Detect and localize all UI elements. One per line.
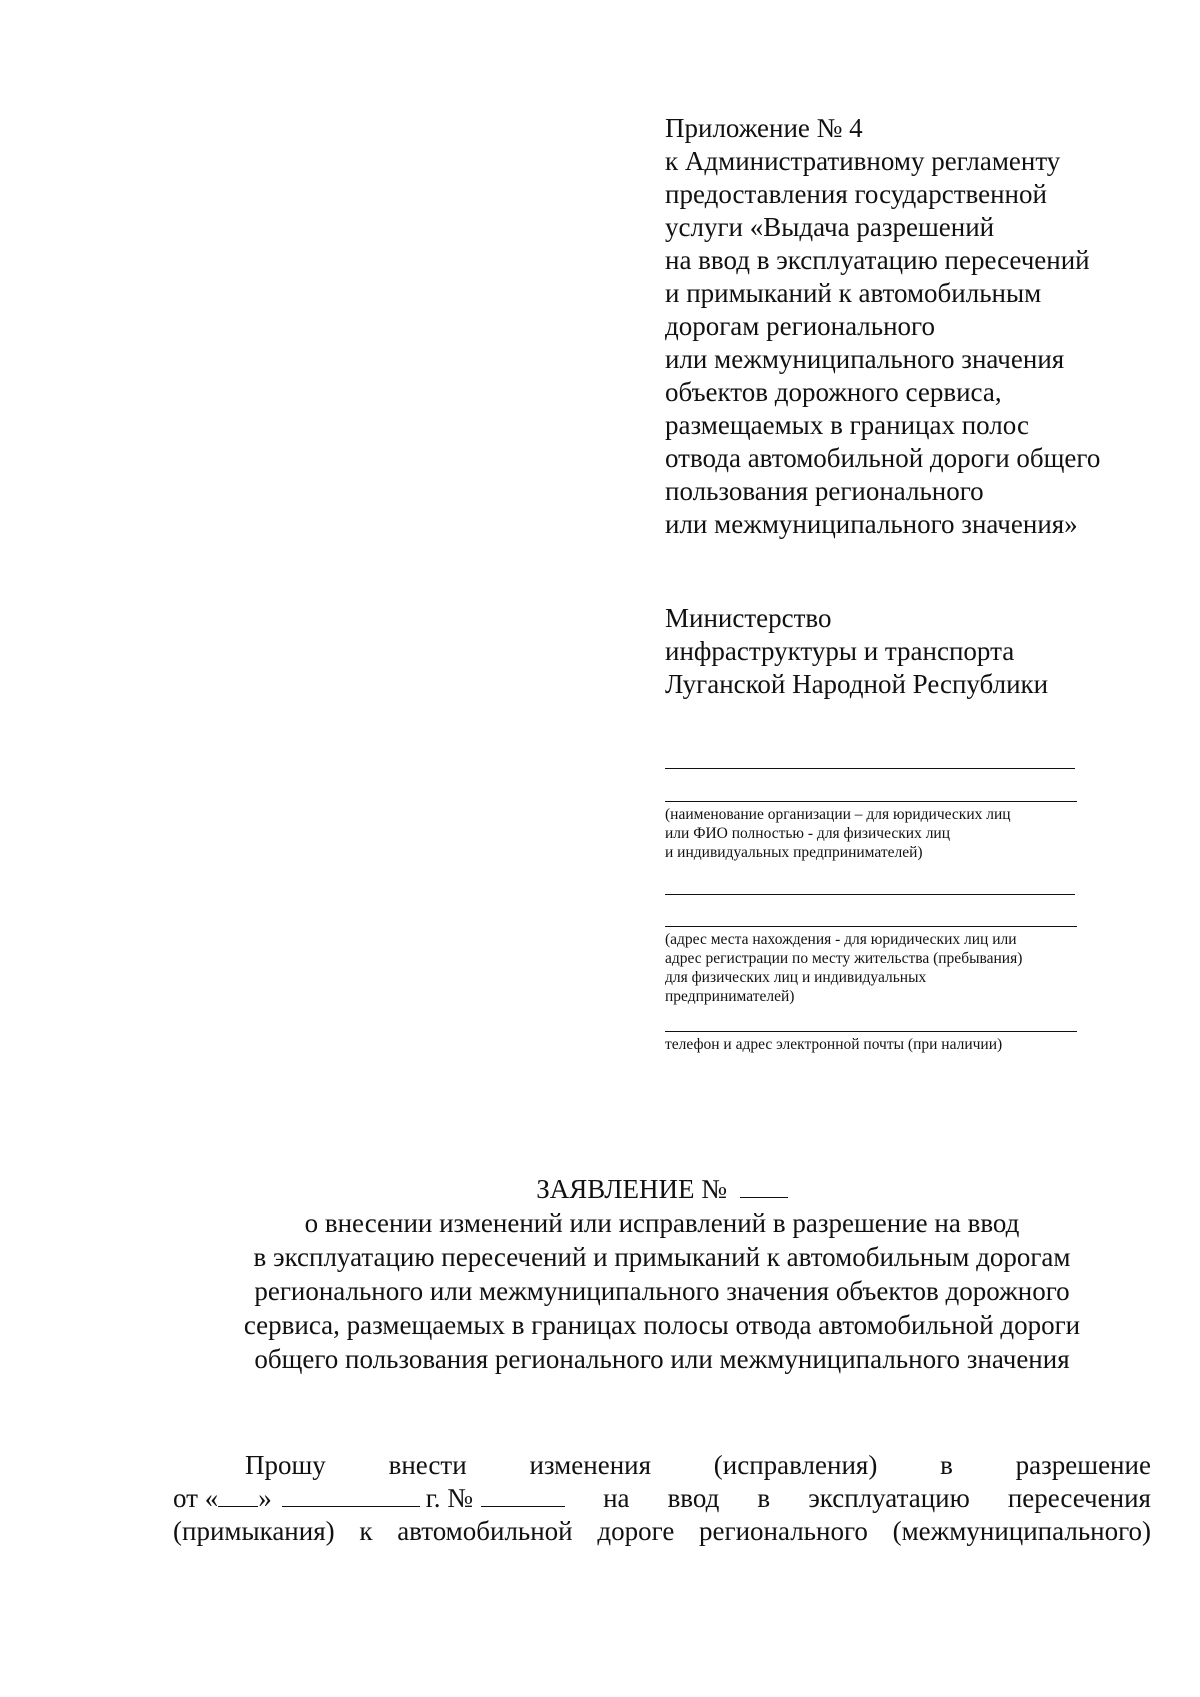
permit-date-number-group xyxy=(173,1482,565,1515)
appendix-line: дорогам регионального xyxy=(665,311,935,341)
body-line-1 xyxy=(173,1449,1151,1482)
body-word: эксплуатацию xyxy=(808,1483,970,1513)
title-line: общего пользования регионального или межмуниципального значения xyxy=(254,1344,1070,1374)
appendix-line: или межмуниципального значения xyxy=(665,344,1065,374)
body-line-2 xyxy=(173,1482,1151,1515)
body-word: дороге xyxy=(597,1516,675,1546)
permit-month-year-field[interactable] xyxy=(282,1484,420,1507)
applicant-name-line-2[interactable] xyxy=(665,801,1077,802)
body-word: ввод xyxy=(667,1483,720,1513)
body-word: на xyxy=(603,1483,630,1513)
permit-number-field[interactable] xyxy=(481,1484,565,1507)
title-line: о внесении изменений или исправлений в разрешение на ввод xyxy=(304,1208,1020,1238)
body-word: в xyxy=(940,1450,953,1480)
appendix-line: к Административному регламенту xyxy=(665,146,1061,176)
addressee-line: инфраструктуры и транспорта xyxy=(665,636,1015,666)
quote-close: » xyxy=(258,1483,272,1513)
appendix-line: и примыканий к автомобильным xyxy=(665,278,1042,308)
body-word: автомобильной xyxy=(397,1516,573,1546)
body-word: к xyxy=(359,1516,373,1546)
applicant-address-line-1[interactable] xyxy=(665,894,1075,895)
body-line-3 xyxy=(173,1515,1151,1548)
document-title xyxy=(160,1172,1164,1376)
applicant-contact-caption: телефон и адрес электронной почты (при наличии) xyxy=(665,1036,1003,1053)
title-line: регионального или межмуниципального значения объектов дорожного xyxy=(254,1276,1070,1306)
application-number-field[interactable] xyxy=(740,1175,788,1198)
title-heading xyxy=(160,1172,1164,1206)
appendix-line: размещаемых в границах полос xyxy=(665,410,1029,440)
body-word: разрешение xyxy=(1015,1450,1151,1480)
body-word: в xyxy=(757,1483,771,1513)
body-word: регионального xyxy=(699,1516,868,1546)
title-heading-text: ЗАЯВЛЕНИЕ № xyxy=(536,1174,728,1204)
applicant-address-caption: (адрес места нахождения - для юридических лиц или адрес регистрации по месту жительства (пребывания) для физических лиц и индивидуальных предпринимателей) xyxy=(665,931,1023,1005)
body-word: Прошу xyxy=(245,1450,326,1480)
applicant-name-caption: (наименование организации – для юридических лиц или ФИО полностью - для физических лиц и индивидуальных предпринимателей) xyxy=(665,806,1011,861)
body-word: (примыкания) xyxy=(173,1516,335,1546)
appendix-line: или межмуниципального значения» xyxy=(665,509,1078,539)
addressee-line: Министерство xyxy=(665,603,832,633)
year-number-label: г. № xyxy=(425,1483,473,1513)
body-word: пересечения xyxy=(1007,1483,1151,1513)
appendix-line: предоставления государственной xyxy=(665,179,1047,209)
from-label: от « xyxy=(173,1483,219,1513)
appendix-line: объектов дорожного сервиса, xyxy=(665,377,1002,407)
body-word: (межмуниципального) xyxy=(892,1516,1151,1546)
body-word: внести xyxy=(388,1450,467,1480)
appendix-line: Приложение № 4 xyxy=(665,113,863,143)
title-line: в эксплуатацию пересечений и примыканий к автомобильным дорогам xyxy=(253,1242,1071,1272)
appendix-line: пользования регионального xyxy=(665,476,984,506)
permit-day-field[interactable] xyxy=(218,1484,258,1507)
request-paragraph xyxy=(173,1449,1151,1548)
applicant-fields xyxy=(665,740,1095,1054)
title-line: сервиса, размещаемых в границах полосы отвода автомобильной дороги xyxy=(243,1310,1081,1340)
addressee-block xyxy=(665,602,1165,701)
applicant-contact-line[interactable] xyxy=(665,1031,1077,1032)
addressee-line: Луганской Народной Республики xyxy=(665,669,1049,699)
body-word: (исправления) xyxy=(713,1450,878,1480)
appendix-line: на ввод в эксплуатацию пересечений xyxy=(665,245,1090,275)
applicant-address-line-2[interactable] xyxy=(665,926,1077,927)
appendix-line: услуги «Выдача разрешений xyxy=(665,212,995,242)
applicant-name-line-1[interactable] xyxy=(665,768,1075,769)
appendix-line: отвода автомобильной дороги общего xyxy=(665,443,1101,473)
body-word: изменения xyxy=(529,1450,652,1480)
appendix-header xyxy=(665,112,1165,541)
